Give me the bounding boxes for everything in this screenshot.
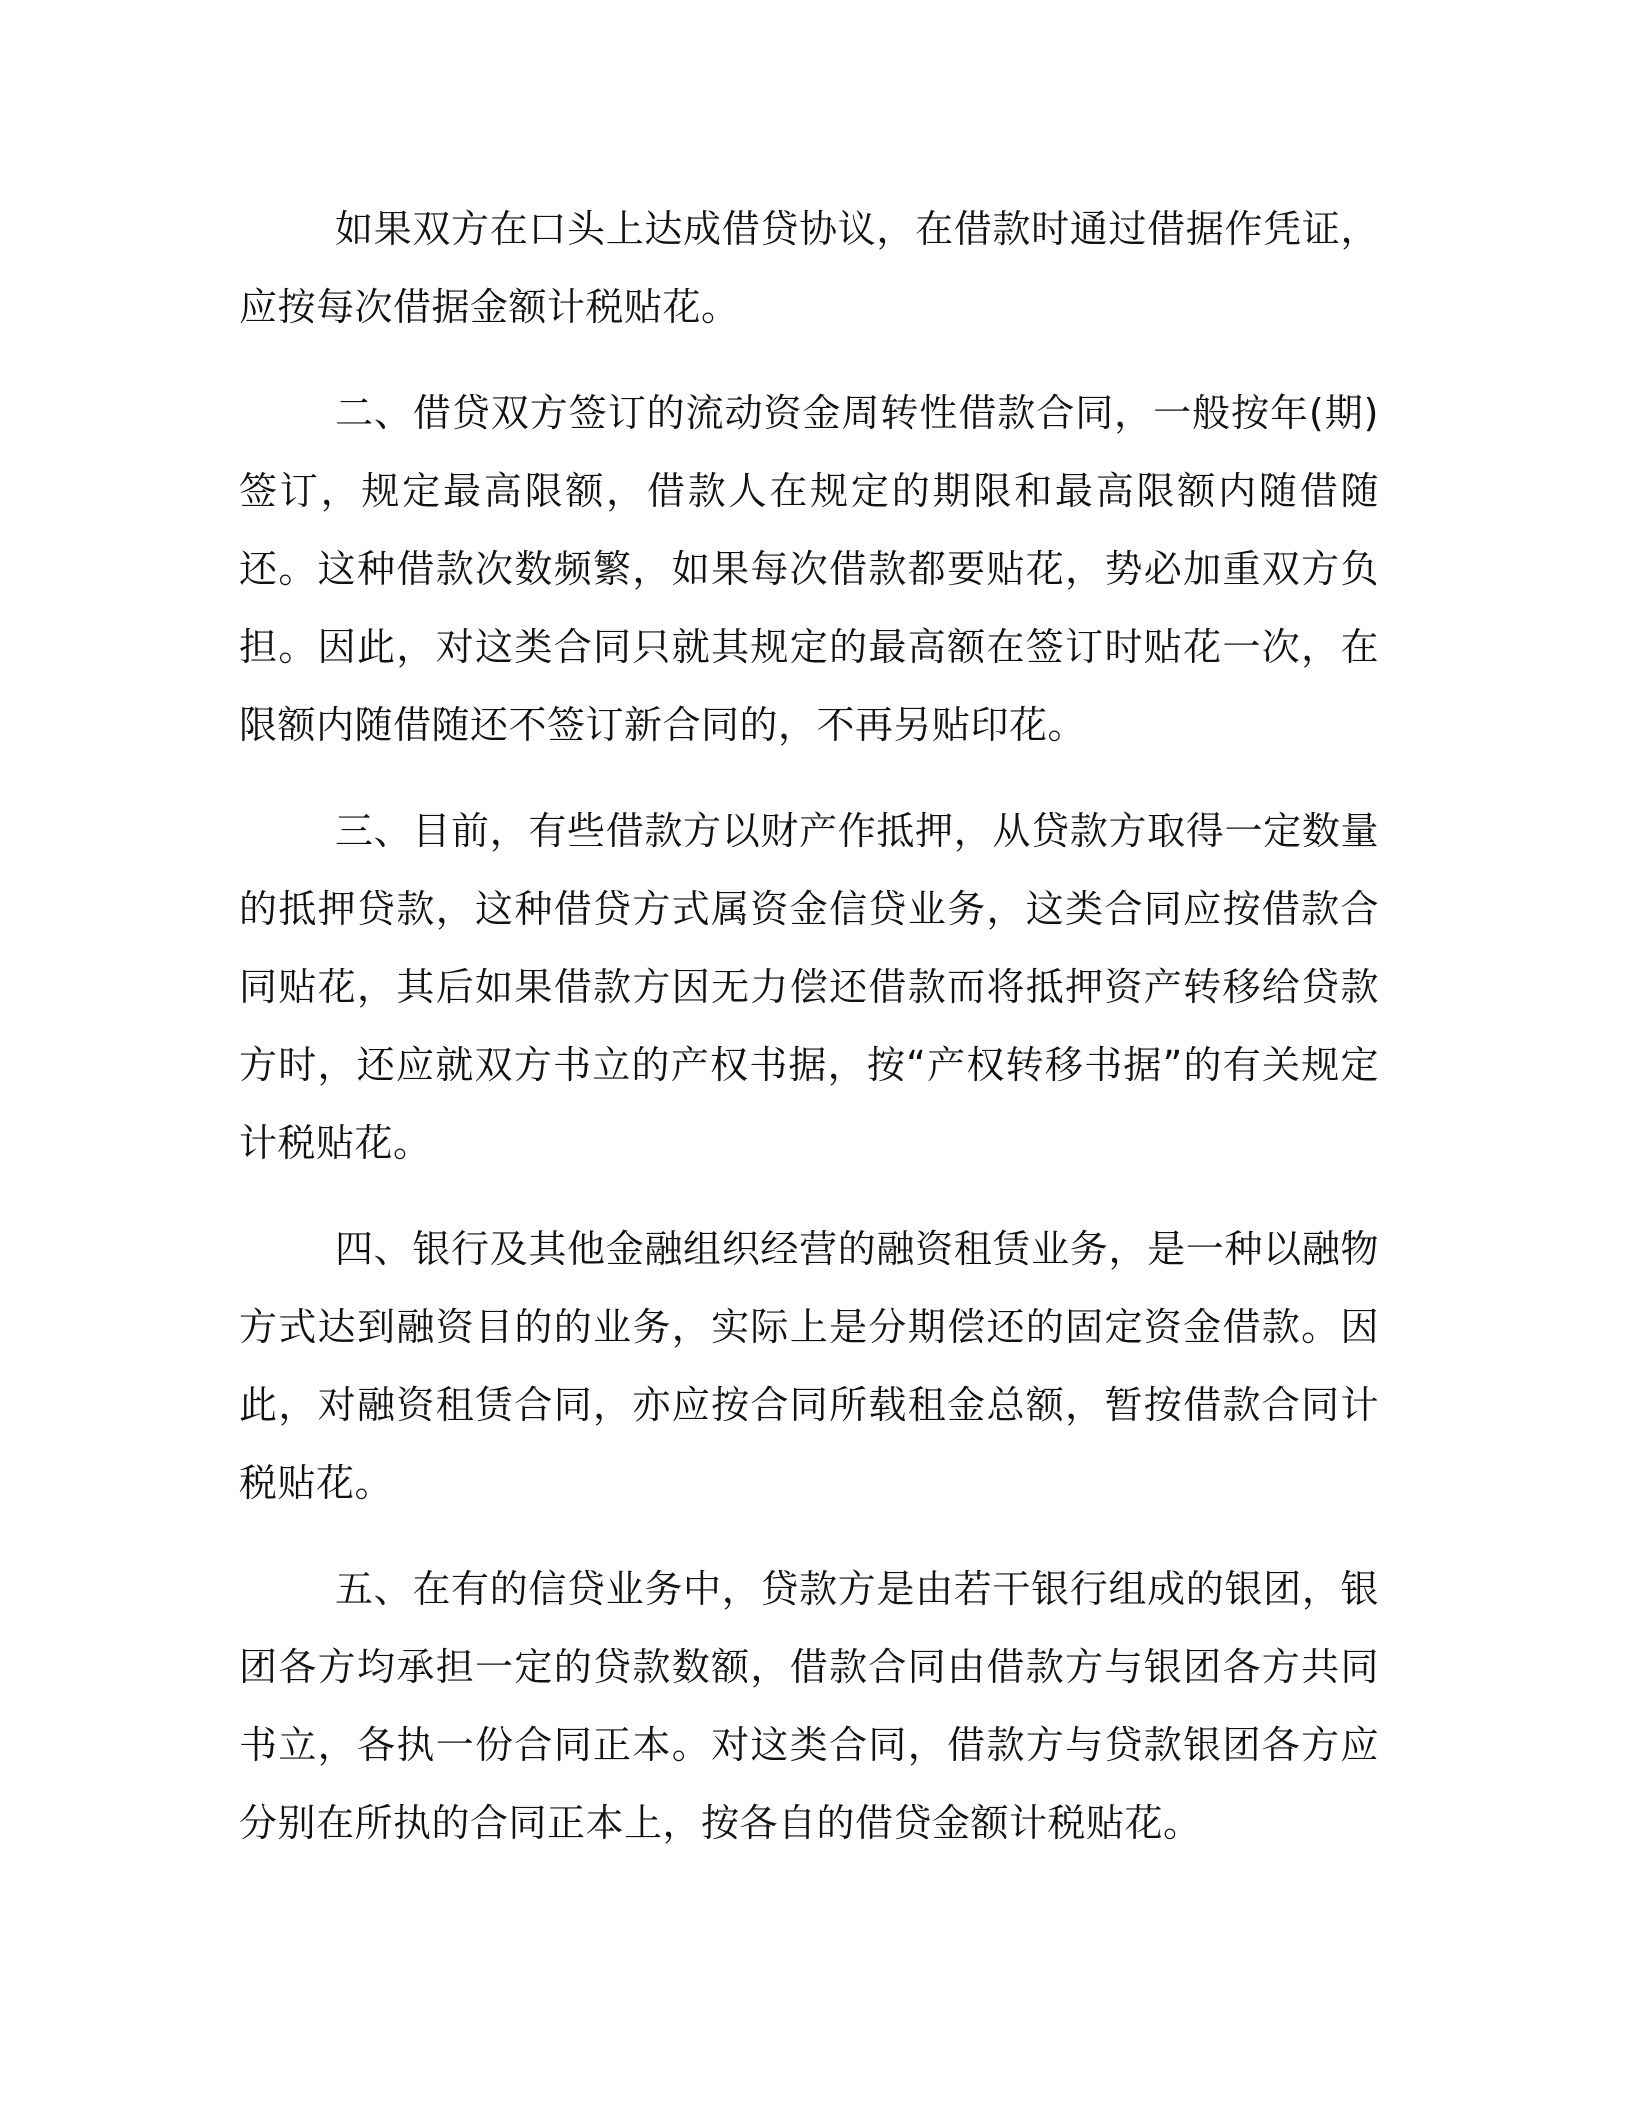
paragraph-2-revolving-loan: 二、借贷双方签订的流动资金周转性借款合同，一般按年(期)签订，规定最高限额，借款人在规定的期限和最高限额内随借随还。这种借款次数频繁，如果每次借款都要贴花，势必加重双方负担。因此，对这类合同只就其规定的最高额在签订时贴花一次，在限额内随借随还不签订新合同的，不再另贴印花。	[239, 391, 1379, 747]
paragraph-loan-receipt: 如果双方在口头上达成借贷协议，在借款时通过借据作凭证，应按每次借据金额计税贴花。	[239, 207, 1379, 329]
document-body	[239, 190, 1379, 1862]
paragraph-5-syndicated-loan: 五、在有的信贷业务中，贷款方是由若干银行组成的银团，银团各方均承担一定的贷款数额，借款合同由借款方与银团各方共同书立，各执一份合同正本。对这类合同，借款方与贷款银团各方应分别在所执的合同正本上，按各自的借贷金额计税贴花。	[239, 1567, 1379, 1845]
paragraph-4-financial-leasing: 四、银行及其他金融组织经营的融资租赁业务，是一种以融物方式达到融资目的的业务，实际上是分期偿还的固定资金借款。因此，对融资租赁合同，亦应按合同所载租金总额，暂按借款合同计税贴花。	[239, 1227, 1379, 1505]
paragraph-3-mortgage-loan: 三、目前，有些借款方以财产作抵押，从贷款方取得一定数量的抵押贷款，这种借贷方式属资金信贷业务，这类合同应按借款合同贴花，其后如果借款方因无力偿还借款而将抵押资产转移给贷款方时，还应就双方书立的产权书据，按“产权转移书据”的有关规定计税贴花。	[239, 809, 1379, 1165]
